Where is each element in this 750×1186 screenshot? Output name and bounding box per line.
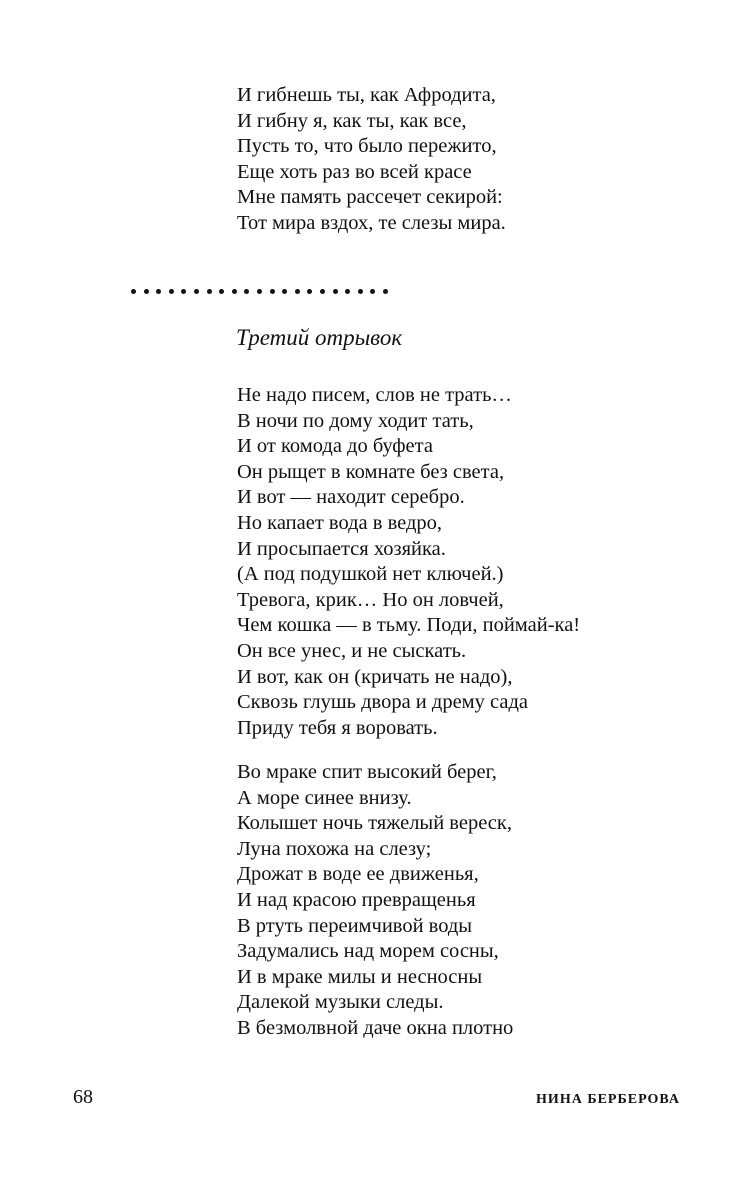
separator-dot [383,289,388,294]
poem-line: Мне память рассечет секирой: [237,186,503,209]
poem-line: И просыпается хозяйка. [237,537,446,560]
poem-line: Не надо писем, слов не трать… [237,384,512,406]
poem-line: В безмолвной даче окна плотно [237,1016,514,1039]
poem-line: И гибну я, как ты, как все, [237,109,467,132]
poem-line: Пусть то, что было пережито, [237,135,497,158]
separator-dot [244,289,249,294]
poem-line: Сквозь глушь двора и дрему сада [237,691,528,714]
poem-line: И вот, как он (кричать не надо), [237,665,513,688]
separator-dot [358,289,363,294]
separator-dot [181,289,186,294]
stanza-1 [237,83,506,237]
separator-dot [370,289,375,294]
poem-line: Тот мира вздох, те слезы мира. [237,211,506,234]
poem-line: Луна похожа на слезу; [237,837,432,860]
stanza-2 [237,383,580,741]
separator-dot [219,289,224,294]
poem-line: И от комода до буфета [237,435,433,458]
poem-line: Но капает вода в ведро, [237,511,443,534]
poem-line: И в мраке милы и несносны [237,965,483,988]
poem-line: Задумались над морем сосны, [237,940,499,963]
separator-dot [333,289,338,294]
poem-line: А море синее внизу. [237,786,412,809]
running-head-author: НИНА БЕРБЕРОВА [536,1092,680,1107]
poem-line: В ночи по дому ходит тать, [237,409,474,432]
separator-dot [169,289,174,294]
separator-dot [270,289,275,294]
poem-line: И вот — находит серебро. [237,486,465,509]
poem-line: Колышет ночь тяжелый вереск, [237,812,512,835]
separator-dot [257,289,262,294]
separator-dot [131,289,136,294]
poem-line: В ртуть переимчивой воды [237,914,473,937]
poem-line: И гибнешь ты, как Афродита, [237,84,496,106]
poem-line: Тревога, крик… Но он ловчей, [237,588,504,611]
separator-dot [320,289,325,294]
section-title: Третий отрывок [236,325,403,350]
separator-dot [156,289,161,294]
poem-line: Дрожат в воде ее движенья, [237,863,479,886]
separator-dot [232,289,237,294]
separator-dot [345,289,350,294]
poem-line: Чем кошка — в тьму. Поди, поймай-ка! [237,614,581,637]
poem-line: Далекой музыки следы. [237,991,444,1014]
stanza-3 [237,760,513,1042]
separator-dot [144,289,149,294]
separator-dot [295,289,300,294]
separator-dot [207,289,212,294]
section-separator-dots [131,289,388,294]
poem-line: Он рыщет в комнате без света, [237,460,505,483]
separator-dot [194,289,199,294]
poem-line: Во мраке спит высокий берег, [237,761,497,783]
poem-line: (А под подушкой нет ключей.) [237,563,504,586]
separator-dot [307,289,312,294]
poem-line: И над красою превращенья [237,888,476,911]
poem-line: Приду тебя я воровать. [237,716,438,739]
poem-line: Еще хоть раз во всей красе [237,160,472,183]
page-number: 68 [73,1086,93,1108]
separator-dot [282,289,287,294]
poem-line: Он все унес, и не сыскать. [237,639,467,662]
